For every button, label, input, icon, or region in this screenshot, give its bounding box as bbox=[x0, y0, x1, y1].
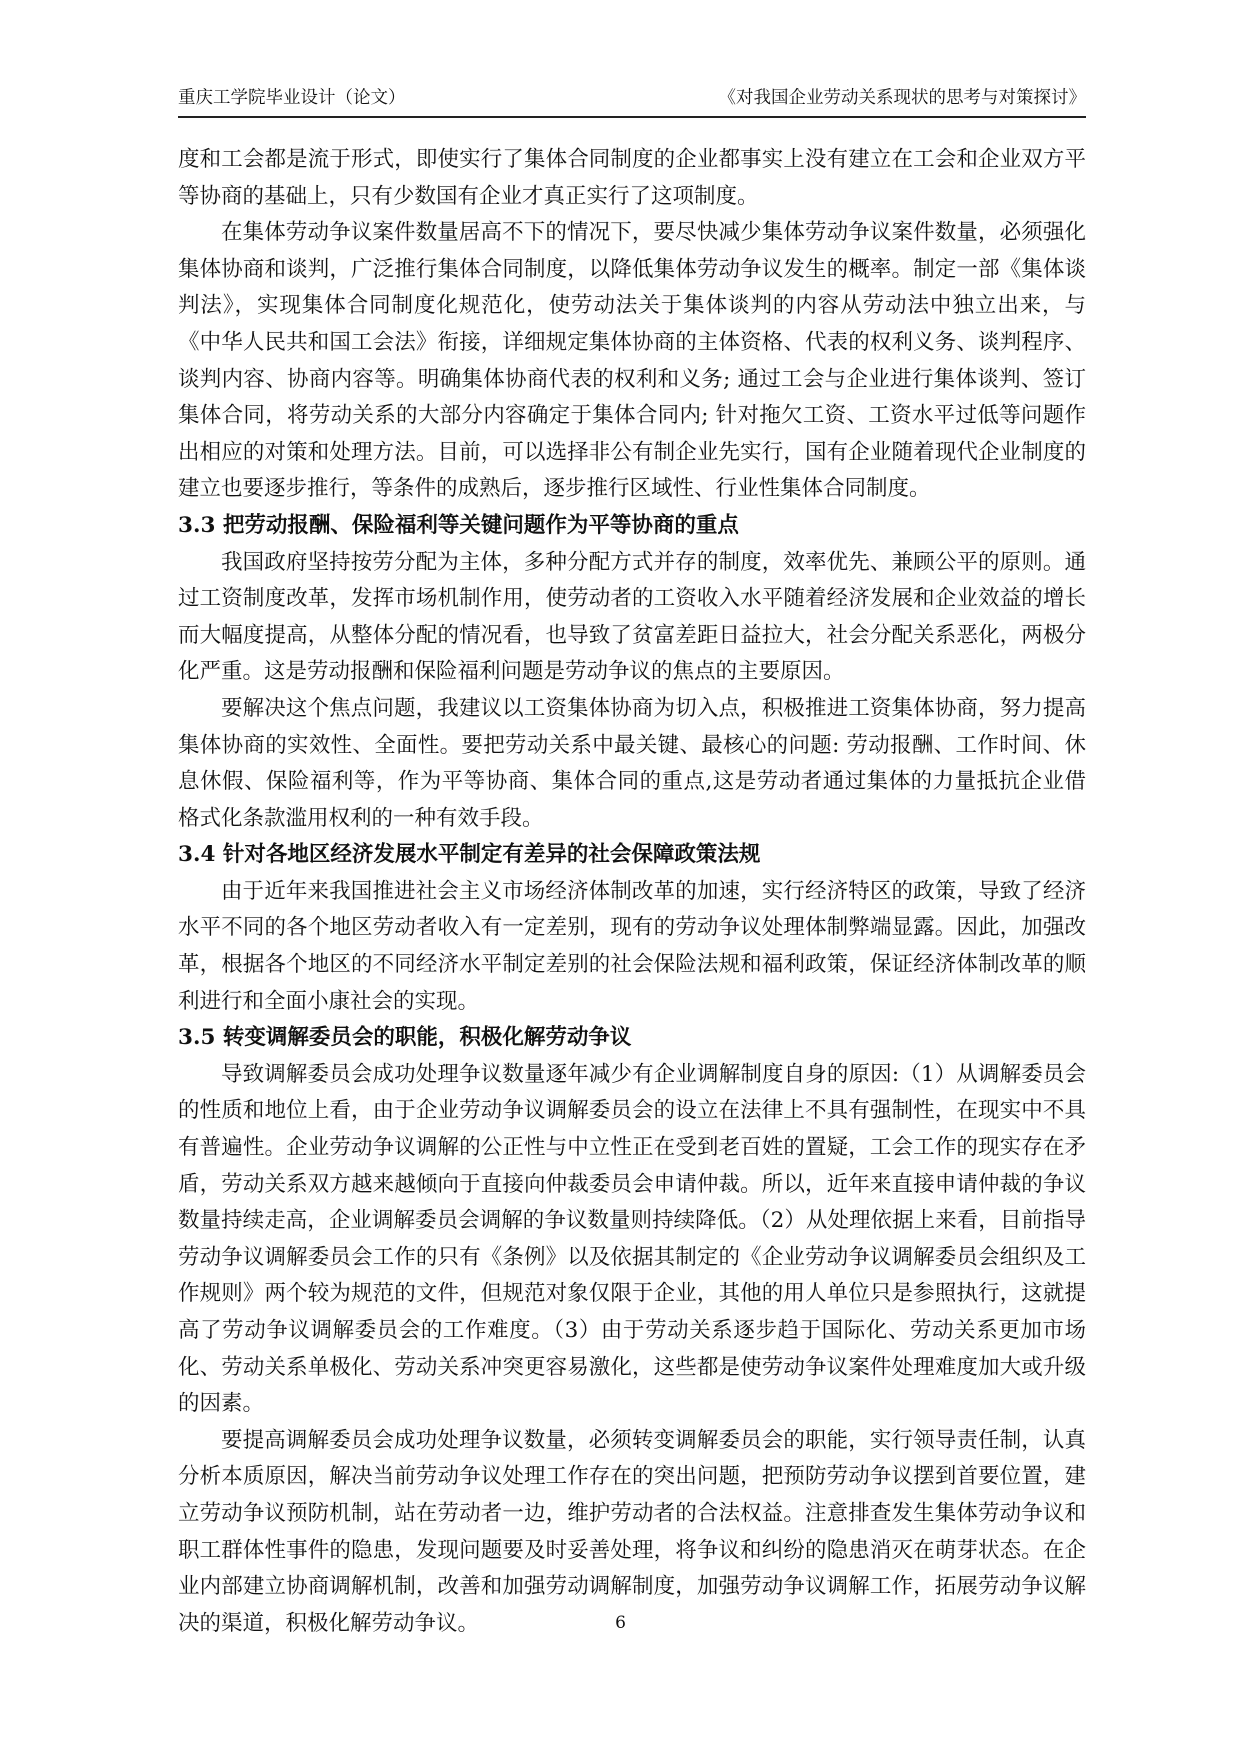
paragraph-regional-policy: 由于近年来我国推进社会主义市场经济体制改革的加速，实行经济特区的政策，导致了经济水平不同的各个地区劳动者收入有一定差别，现有的劳动争议处理体制弊端显露。因此，加强改革，根据各个地区的不同经济水平制定差别的社会保险法规和福利政策，保证经济体制改革的顺利进行和全面小康社会的实现。 bbox=[178, 878, 1086, 1014]
paragraph-distribution: 我国政府坚持按劳分配为主体，多种分配方式并存的制度，效率优先、兼顾公平的原则。通过工资制度改革，发挥市场机制作用，使劳动者的工资收入水平随着经济发展和企业效益的增长而大幅度提高，从整体分配的情况看，也导致了贫富差距日益拉大，社会分配关系恶化，两极分化严重。这是劳动报酬和保险福利问题是劳动争议的焦点的主要原因。 bbox=[178, 549, 1086, 685]
paragraph-wage-negotiation: 要解决这个焦点问题，我建议以工资集体协商为切入点，积极推进工资集体协商，努力提高集体协商的实效性、全面性。要把劳动关系中最关键、最核心的问题: 劳动报酬、工作时间、休息休假、保险福利等，作为平等协商、集体合同的重点,这是劳动者通过集体的力量抵抗企业借格式化条款滥用权利的一种有效手段。 bbox=[178, 695, 1086, 831]
paragraph-collective-bargaining: 在集体劳动争议案件数量居高不下的情况下，要尽快减少集体劳动争议案件数量，必须强化集体协商和谈判，广泛推行集体合同制度，以降低集体劳动争议发生的概率。制定一部《集体谈判法》，实现集体合同制度化规范化，使劳动法关于集体谈判的内容从劳动法中独立出来，与《中华人民共和国工会法》衔接，详细规定集体协商的主体资格、代表的权利义务、谈判程序、谈判内容、协商内容等。明确集体协商代表的权利和义务; 通过工会与企业进行集体谈判、签订集体合同，将劳动关系的大部分内容确定于集体合同内; 针对拖欠工资、工资水平过低等问题作出相应的对策和处理方法。目前，可以选择非公有制企业先实行，国有企业随着现代企业制度的建立也要逐步推行，等条件的成熟后，逐步推行区域性、行业性集体合同制度。 bbox=[178, 220, 1086, 502]
paragraph-mediation-measures: 要提高调解委员会成功处理争议数量，必须转变调解委员会的职能，实行领导责任制，认真分析本质原因，解决当前劳动争议处理工作存在的突出问题，把预防劳动争议摆到首要位置，建立劳动争议预防机制，站在劳动者一边，维护劳动者的合法权益。注意排查发生集体劳动争议和职工群体性事件的隐患，发现问题要及时妥善处理，将争议和纠纷的隐患消灭在萌芽状态。在企业内部建立协商调解机制，改善和加强劳动调解制度，加强劳动争议调解工作，拓展劳动争议解决的渠道，积极化解劳动争议。 bbox=[178, 1427, 1086, 1636]
page-header bbox=[178, 86, 1086, 118]
document-body bbox=[178, 142, 1086, 1642]
section-heading-3-4: 3.4 针对各地区经济发展水平制定有差异的社会保障政策法规 bbox=[178, 842, 761, 868]
header-thesis-title: 《对我国企业劳动关系现状的思考与对策探讨》 bbox=[718, 88, 1086, 108]
section-heading-3-5: 3.5 转变调解委员会的职能，积极化解劳动争议 bbox=[178, 1025, 632, 1051]
paragraph-mediation-causes: 导致调解委员会成功处理争议数量逐年减少有企业调解制度自身的原因:（1）从调解委员会的性质和地位上看，由于企业劳动争议调解委员会的设立在法律上不具有强制性，在现实中不具有普遍性。企业劳动争议调解的公正性与中立性正在受到老百姓的置疑，工会工作的现实存在矛盾，劳动关系双方越来越倾向于直接向仲裁委员会申请仲裁。所以，近年来直接申请仲裁的争议数量持续走高，企业调解委员会调解的争议数量则持续降低。（2）从处理依据上来看，目前指导劳动争议调解委员会工作的只有《条例》以及依据其制定的《企业劳动争议调解委员会组织及工作规则》两个较为规范的文件，但规范对象仅限于企业，其他的用人单位只是参照执行，这就提高了劳动争议调解委员会的工作难度。（3）由于劳动关系逐步趋于国际化、劳动关系更加市场化、劳动关系单极化、劳动关系冲突更容易激化，这些都是使劳动争议案件处理难度加大或升级的因素。 bbox=[178, 1061, 1086, 1417]
page-number: 6 bbox=[615, 1613, 626, 1633]
section-heading-3-3: 3.3 把劳动报酬、保险福利等关键问题作为平等协商的重点 bbox=[178, 512, 739, 538]
paragraph-continuation: 度和工会都是流于形式，即使实行了集体合同制度的企业都事实上没有建立在工会和企业双方平等协商的基础上，只有少数国有企业才真正实行了这项制度。 bbox=[178, 147, 1086, 209]
header-thesis-label: 重庆工学院毕业设计（论文） bbox=[178, 88, 406, 108]
